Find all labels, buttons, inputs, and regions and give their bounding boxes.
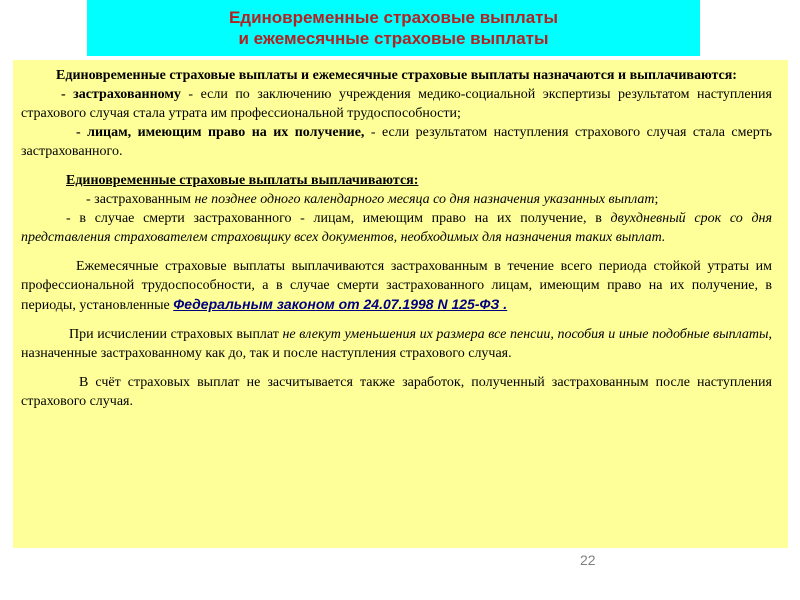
federal-law-link[interactable]: Федеральным законом от 24.07.1998 N 125-ФЗ . xyxy=(173,296,508,312)
paragraph-2-heading: Единовременные страховые выплаты выплачиваются: xyxy=(66,173,419,188)
page-number: 22 xyxy=(580,552,596,568)
paragraph-3: Ежемесячные страховые выплаты выплачиваются застрахованным в течение всего периода стойкой утраты им профессиональной трудоспособности, а в случае смерти застрахованного лицам, имеющим право на их получение, в периоды, установленные Федеральным законом от 24.07.1998 N 125-ФЗ . xyxy=(21,259,772,313)
paragraph-2-item-1: - застрахованным не позднее одного календарного месяца со дня назначения указанных выплат; xyxy=(86,192,659,207)
slide-title xyxy=(87,0,700,56)
paragraph-1-item-2: - лицам, имеющим право на их получение, - если результатом наступления страхового случая стала смерть застрахованного. xyxy=(21,125,773,159)
paragraph-1-heading: Единовременные страховые выплаты и ежемесячные страховые выплаты назначаются и выплачиваются: xyxy=(56,68,737,83)
paragraph-4: При исчислении страховых выплат не влекут уменьшения их размера все пенсии, пособия и иные подобные выплаты, назначенные застрахованному как до, так и после наступления страхового случая. xyxy=(21,327,772,361)
title-line-1: Единовременные страховые выплаты xyxy=(228,8,559,27)
paragraph-5: В счёт страховых выплат не засчитывается также заработок, полученный застрахованным после наступления страхового случая. xyxy=(21,375,772,409)
content-box xyxy=(13,60,788,548)
paragraph-2-item-2: - в случае смерти застрахованного - лицам, имеющим право на их получение, в двухдневный срок со дня представления страхователем страховщику всех документов, необходимых для назначения таких выплат. xyxy=(21,211,772,245)
paragraph-1-item-1: - застрахованному - если по заключению учреждения медико-социальной экспертизы результатом наступления страхового случая стала утрата им профессиональной трудоспособности; xyxy=(21,87,772,121)
title-line-2: и ежемесячные страховые выплаты xyxy=(238,29,549,48)
